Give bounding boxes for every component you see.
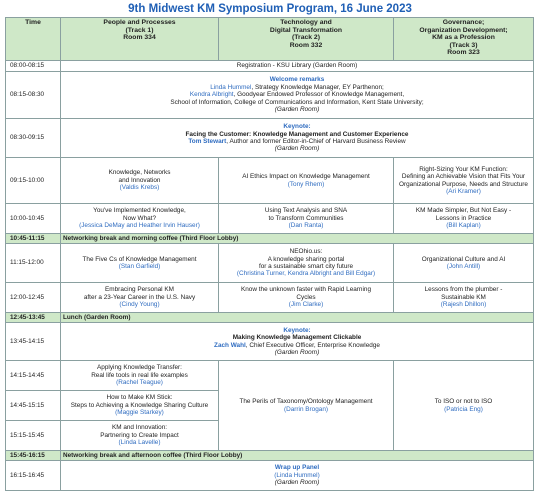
time-cell: 08:15-08:30 xyxy=(6,72,61,119)
session-cell: How to Make KM Stick: Steps to Achieving a Knowledge Sharing Culture (Maggie Starkey) xyxy=(61,391,219,421)
session-cell: Embracing Personal KM after a 23-Year Career in the U.S. Navy (Cindy Young) xyxy=(61,283,219,313)
session-cell: You've Implemented Knowledge, Now What? (Jessica DeMay and Heather Irvin Hauser) xyxy=(61,204,219,234)
session-cell: NEOhio.us: A knowledge sharing portal for a sustainable smart city future (Christina Turner, Kendra Albright and Bill Edgar) xyxy=(219,244,394,283)
session-cell: Organizational Culture and AI (John Antill) xyxy=(394,244,534,283)
time-cell: 11:15-12:00 xyxy=(6,244,61,283)
break-row xyxy=(6,313,534,323)
session-cell: KM and Innovation: Partnering to Create Impact (Linda Lavelle) xyxy=(61,421,219,451)
time-cell: 13:45-14:15 xyxy=(6,323,61,361)
keynote-cell: Keynote: Facing the Customer: Knowledge Management and Customer Experience Tom Stewart, Author and former Editor-in-Chief of Harvard Business Review (Garden Room) xyxy=(61,119,534,158)
time-cell: 09:15-10:00 xyxy=(6,158,61,204)
session-cell: To ISO or not to ISO (Patricia Eng) xyxy=(394,361,534,451)
time-cell: 14:15-14:45 xyxy=(6,361,61,391)
session-cell: Using Text Analysis and SNA to Transform Communities (Dan Ranta) xyxy=(219,204,394,234)
time-cell: 15:15-15:45 xyxy=(6,421,61,451)
header-track1: People and Processes (Track 1) Room 334 xyxy=(61,18,219,61)
table-row xyxy=(6,119,534,158)
break-row xyxy=(6,234,534,244)
welcome-cell: Welcome remarks Linda Hummel, Strategy Knowledge Manager, EY Parthenon; Kendra Albright, Goodyear Endowed Professor of Knowledge Management, School of Information, College of Communications and Information, Kent State University; (Garden Room) xyxy=(61,72,534,119)
session-cell: Know the unknown faster with Rapid Learning Cycles (Jim Clarke) xyxy=(219,283,394,313)
header-track3: Governance; Organization Development; KM as a Profession (Track 3) Room 323 xyxy=(394,18,534,61)
program-title: 9th Midwest KM Symposium Program, 16 June 2023 xyxy=(128,3,412,15)
session-cell: KM Made Simpler, But Not Easy - Lessons in Practice (Bill Kaplan) xyxy=(394,204,534,234)
table-row xyxy=(6,283,534,313)
session-cell: The Five Cs of Knowledge Management (Stan Garfield) xyxy=(61,244,219,283)
header-row xyxy=(6,18,534,61)
time-cell: 12:00-12:45 xyxy=(6,283,61,313)
break-cell: Networking break and afternoon coffee (Third Floor Lobby) xyxy=(61,451,534,461)
session-cell: The Perils of Taxonomy/Ontology Management (Darrin Brogan) xyxy=(219,361,394,451)
table-row xyxy=(6,323,534,361)
table-row xyxy=(6,204,534,234)
time-cell: 15:45-16:15 xyxy=(6,451,61,461)
table-row xyxy=(6,61,534,72)
session-cell: Right-Sizing Your KM Function: Defining an Achievable Vision that Fits Your Organizational Purpose, Needs and Structure (Ari Kramer) xyxy=(394,158,534,204)
table-row xyxy=(6,158,534,204)
registration-cell: Registration - KSU Library (Garden Room) xyxy=(61,61,534,72)
break-row xyxy=(6,451,534,461)
table-row xyxy=(6,72,534,119)
session-cell: AI Ethics Impact on Knowledge Management (Tony Rhem) xyxy=(219,158,394,204)
session-cell: Lessons from the plumber - Sustainable KM (Rajesh Dhillon) xyxy=(394,283,534,313)
keynote-cell: Keynote: Making Knowledge Management Clickable Zach Wahl, Chief Executive Officer, Enterprise Knowledge (Garden Room) xyxy=(61,323,534,361)
time-cell: 08:30-09:15 xyxy=(6,119,61,158)
break-cell: Networking break and morning coffee (Third Floor Lobby) xyxy=(61,234,534,244)
header-time: Time xyxy=(6,18,61,61)
table-row xyxy=(6,461,534,491)
session-cell: Knowledge, Networks and Innovation (Valdis Krebs) xyxy=(61,158,219,204)
time-cell: 16:15-16:45 xyxy=(6,461,61,491)
schedule-table xyxy=(5,17,534,491)
table-row xyxy=(6,244,534,283)
time-cell: 10:00-10:45 xyxy=(6,204,61,234)
time-cell: 12:45-13:45 xyxy=(6,313,61,323)
time-cell: 10:45-11:15 xyxy=(6,234,61,244)
time-cell: 14:45-15:15 xyxy=(6,391,61,421)
table-row xyxy=(6,361,534,391)
header-track2: Technology and Digital Transformation (Track 2) Room 332 xyxy=(219,18,394,61)
wrapup-cell: Wrap up Panel (Linda Hummel) (Garden Room) xyxy=(61,461,534,491)
session-cell: Applying Knowledge Transfer: Real life tools in real life examples (Rachel Teague) xyxy=(61,361,219,391)
break-cell: Lunch (Garden Room) xyxy=(61,313,534,323)
time-cell: 08:00-08:15 xyxy=(6,61,61,72)
